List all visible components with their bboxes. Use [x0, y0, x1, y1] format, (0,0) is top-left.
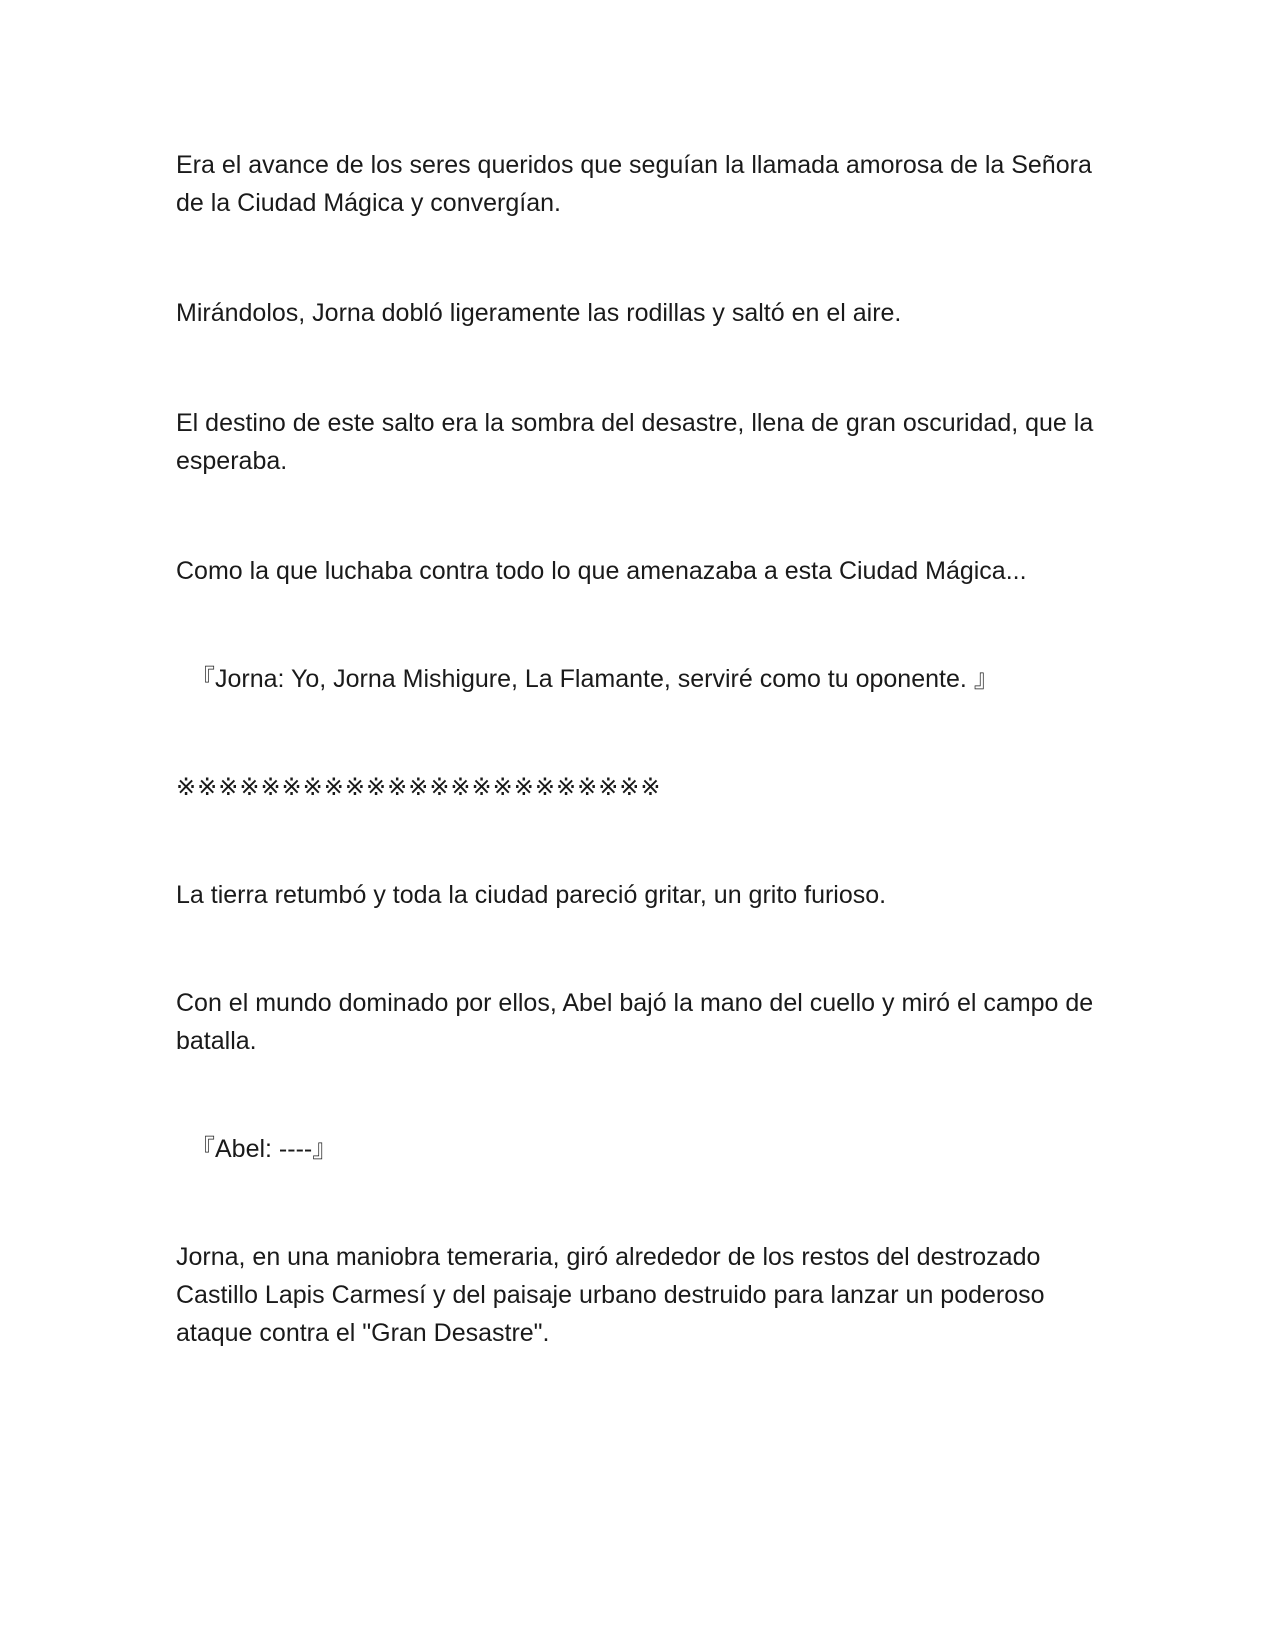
paragraph-3: El destino de este salto era la sombra del desastre, llena de gran oscuridad, que la esperaba. — [176, 409, 1094, 475]
paragraph-1: Era el avance de los seres queridos que seguían la llamada amorosa de la Señora de la Ciudad Mágica y convergían. — [176, 151, 1092, 217]
paragraph-2: Mirándolos, Jorna dobló ligeramente las rodillas y saltó en el aire. — [176, 299, 902, 327]
paragraph-4: Como la que luchaba contra todo lo que amenazaba a esta Ciudad Mágica... — [176, 557, 1027, 585]
paragraph-10: Jorna, en una maniobra temeraria, giró alrededor de los restos del destrozado Castillo Lapis Carmesí y del paisaje urbano destruido para lanzar un poderoso ataque contra el "Gran Desastre". — [176, 1243, 1045, 1347]
paragraph-8: Con el mundo dominado por ellos, Abel bajó la mano del cuello y miró el campo de batalla. — [176, 989, 1094, 1055]
dialogue-jorna: 『Jorna: Yo, Jorna Mishigure, La Flamante, serviré como tu oponente. 』 — [190, 665, 999, 693]
paragraph-7: La tierra retumbó y toda la ciudad pareció gritar, un grito furioso. — [176, 881, 887, 909]
text-column — [176, 146, 1096, 1352]
scene-separator: ※※※※※※※※※※※※※※※※※※※※※※※ — [176, 773, 662, 801]
dialogue-abel: 『Abel: ----』 — [190, 1135, 338, 1163]
